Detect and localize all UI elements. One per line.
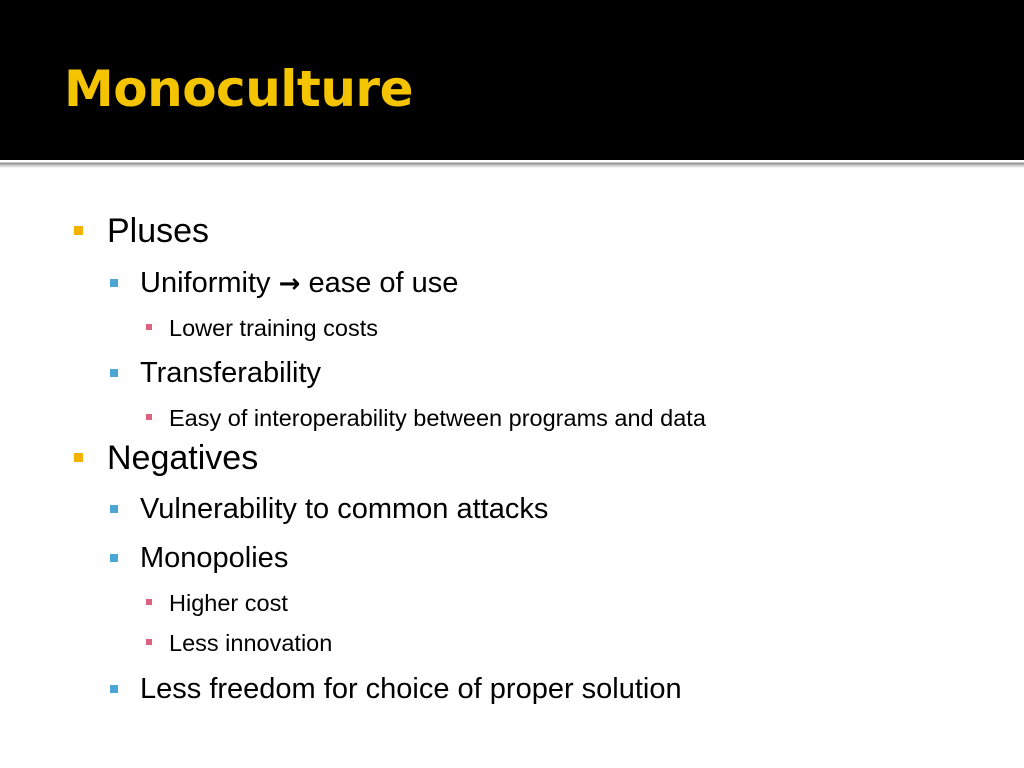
- bullet-text: Vulnerability to common attacks: [140, 493, 549, 525]
- level3-bullet-marker: [146, 324, 152, 330]
- bullet-text-after-arrow: ease of use: [308, 267, 459, 299]
- slide-title: Monoculture: [64, 60, 413, 118]
- level2-bullet-marker: [110, 554, 118, 562]
- bullet-text: Less freedom for choice of proper solution: [140, 673, 682, 705]
- bullet-text: Monopolies: [140, 542, 289, 574]
- title-divider: [0, 160, 1024, 168]
- level3-bullet-marker: [146, 599, 152, 605]
- level2-bullet-marker: [110, 685, 118, 693]
- level3-bullet-marker: [146, 639, 152, 645]
- level2-bullet-marker: [110, 279, 118, 287]
- right-arrow-icon: →: [278, 269, 301, 299]
- bullet-text: Lower training costs: [169, 315, 378, 341]
- bullet-text-before-arrow: Uniformity: [140, 267, 271, 299]
- bullet-text: [140, 265, 458, 302]
- bullet-text: Transferability: [140, 357, 322, 389]
- level1-bullet-marker: [74, 453, 83, 462]
- level2-bullet-marker: [110, 505, 118, 513]
- level1-bullet-marker: [74, 226, 83, 235]
- level3-bullet-marker: [146, 414, 152, 420]
- title-bar: [0, 0, 1024, 160]
- bullet-text: Negatives: [107, 439, 259, 477]
- bullet-text: Less innovation: [169, 630, 333, 656]
- bullet-text: Easy of interoperability between programs and data: [169, 405, 706, 431]
- level2-bullet-marker: [110, 369, 118, 377]
- bullet-text: Higher cost: [169, 590, 288, 616]
- bullet-text: Pluses: [107, 212, 210, 250]
